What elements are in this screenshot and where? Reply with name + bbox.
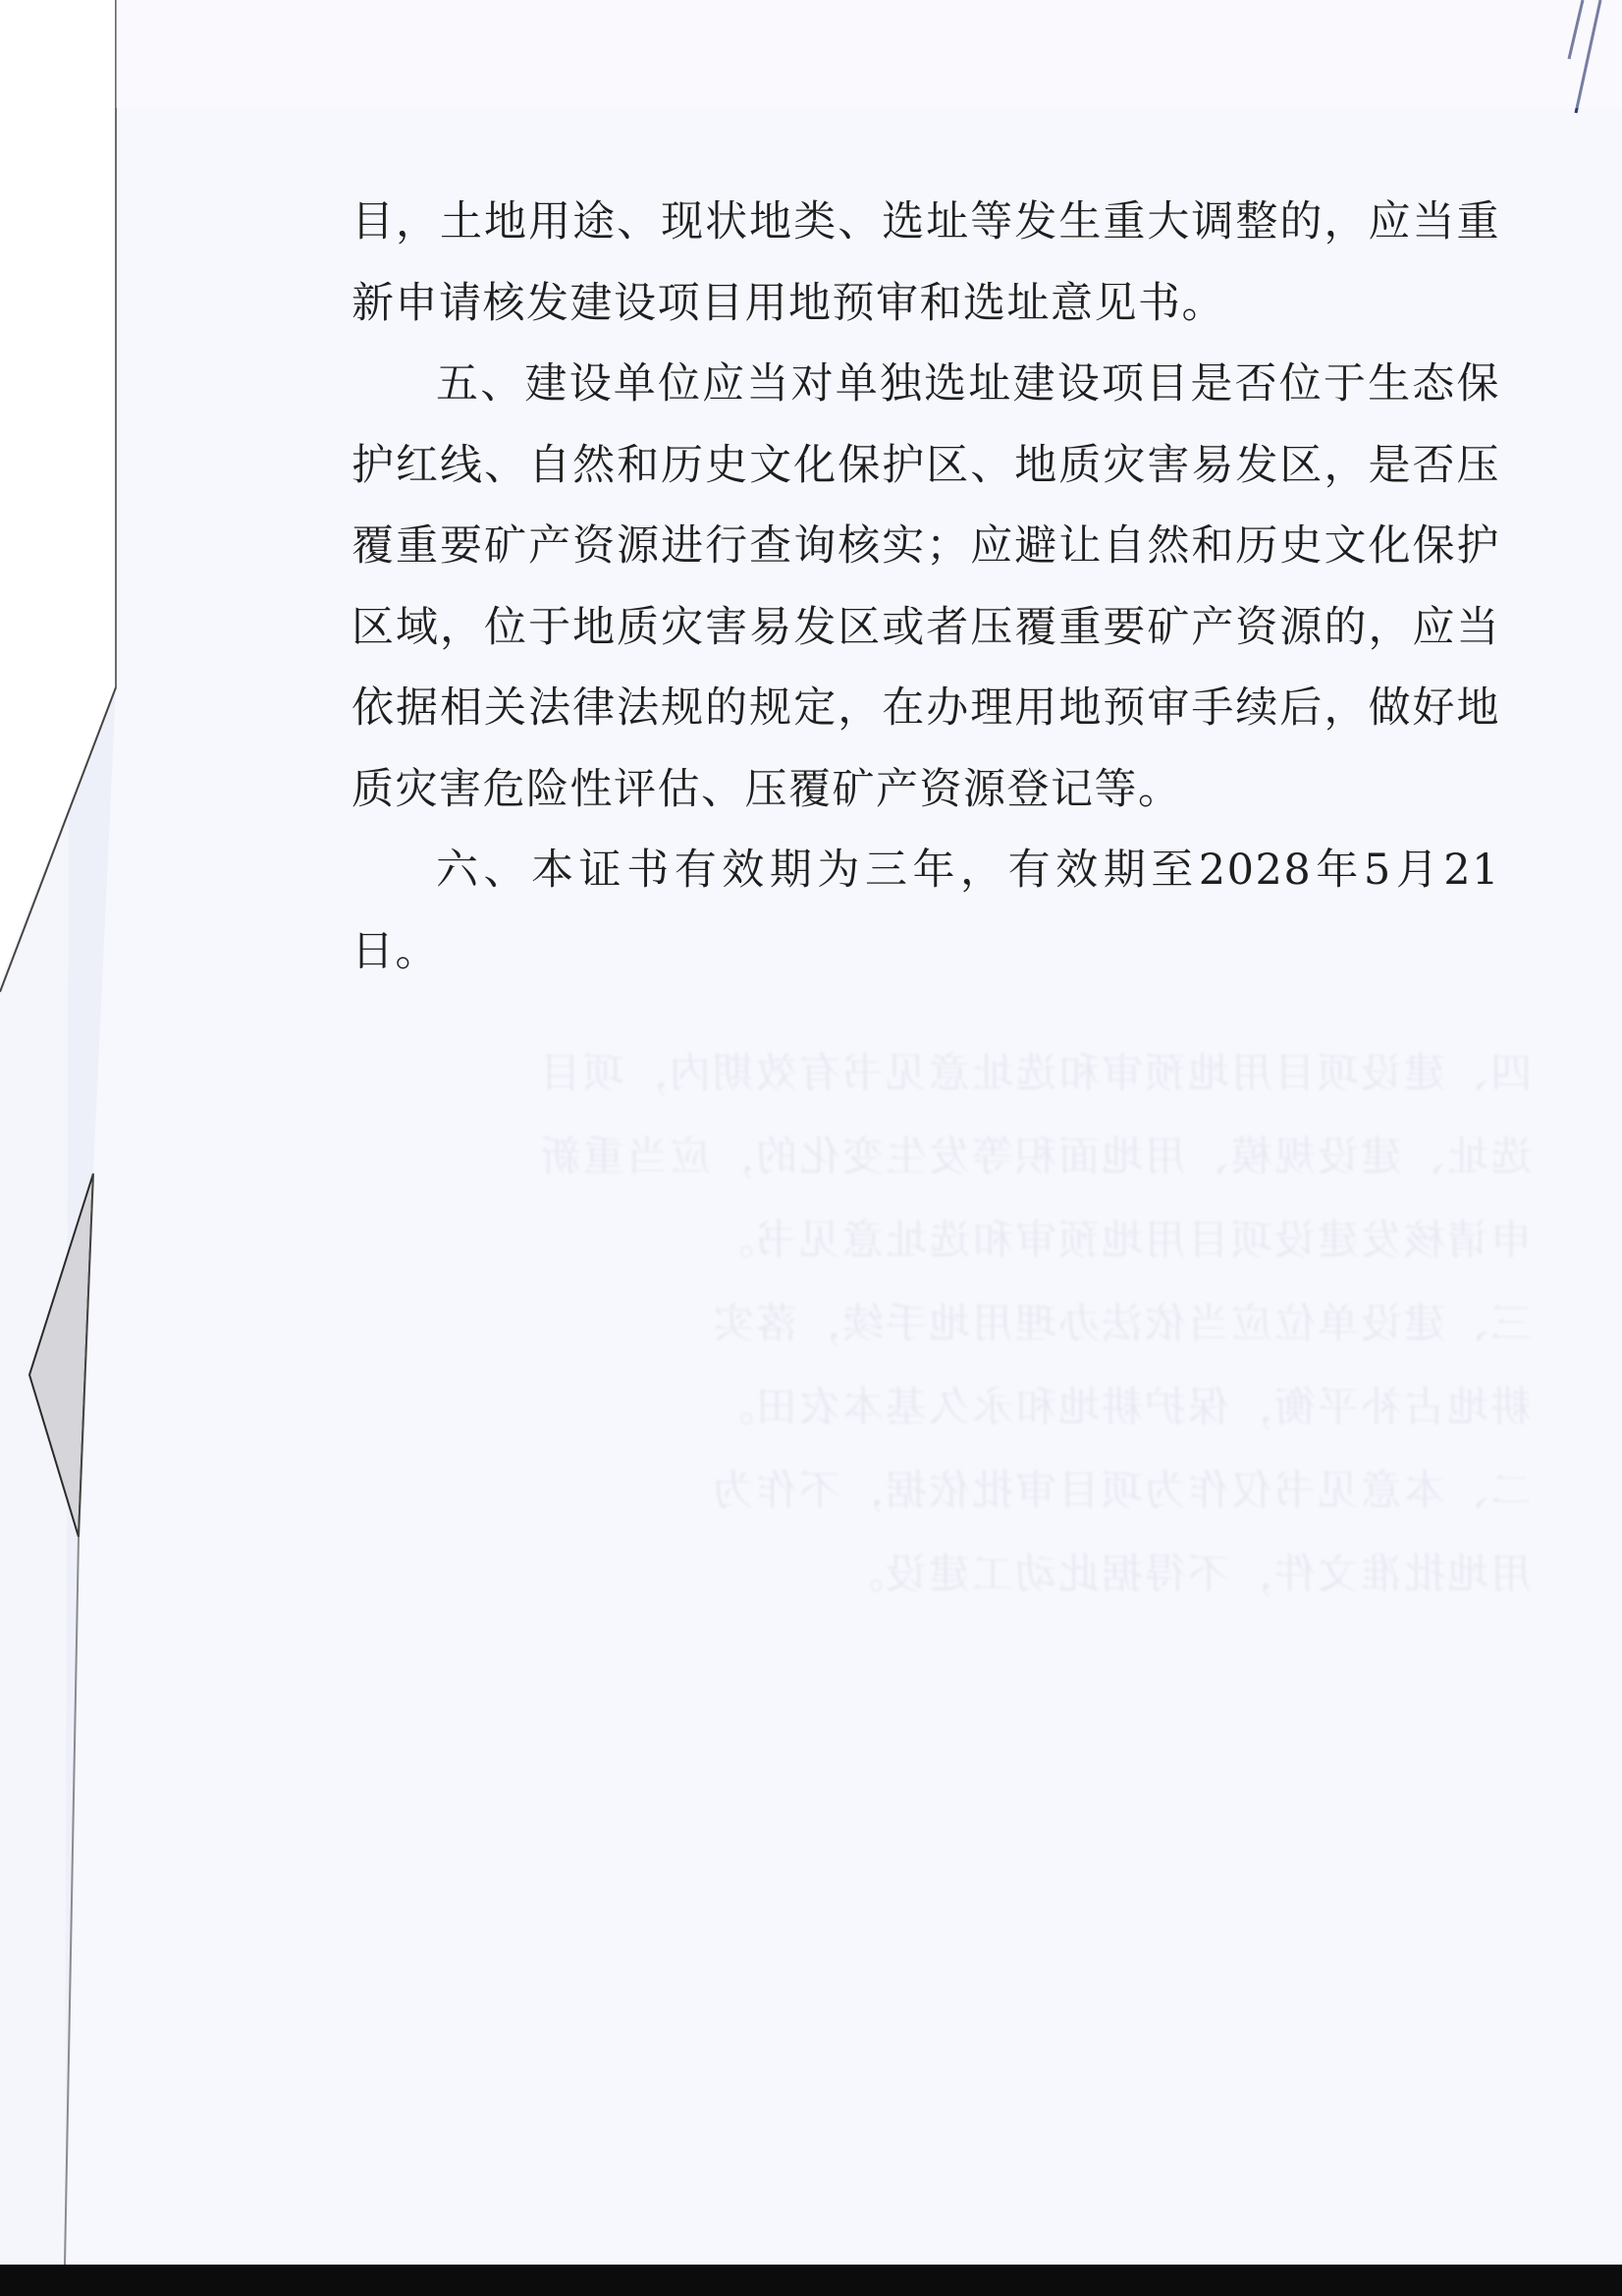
bleed-line: 三、建设单位应当依法办理用地手续，落实 <box>710 1299 1532 1347</box>
paragraph-continuation: 目，土地用途、现状地类、选址等发生重大调整的，应当重新申请核发建设项目用地预审和选址意见书。 <box>351 197 1500 328</box>
bleed-line: 二、本意见书仅作为项目审批依据，不作为 <box>710 1466 1532 1514</box>
bleed-through-text <box>324 1031 1532 1615</box>
bleed-line: 选址、建设规模、用地面积等发生变化的，应当重新 <box>537 1132 1532 1180</box>
scanner-edge-strip <box>0 2265 1622 2296</box>
bleed-line: 四、建设项目用地预审和选址意见书有效期内，项目 <box>537 1049 1532 1097</box>
bleed-line: 耕地占补平衡，保护耕地和永久基本农田。 <box>710 1383 1532 1431</box>
bleed-line: 用地批准文件，不得据此动工建设。 <box>839 1550 1532 1598</box>
bleed-line: 申请核发建设项目用地预审和选址意见书。 <box>710 1216 1532 1264</box>
paragraph-item-five: 五、建设单位应当对单独选址建设项目是否位于生态保护红线、自然和历史文化保护区、地质灾害易发区，是否压覆重要矿产资源进行查询核实；应避让自然和历史文化保护区域，位于地质灾害易发区或者压覆重要矿产资源的，应当依据相关法律法规的规定，在办理用地预审手续后，做好地质灾害危险性评估、压覆矿产资源登记等。 <box>351 359 1500 814</box>
document-body <box>351 182 1500 992</box>
paragraph-item-six: 六、本证书有效期为三年，有效期至2028年5月21日。 <box>351 846 1500 976</box>
